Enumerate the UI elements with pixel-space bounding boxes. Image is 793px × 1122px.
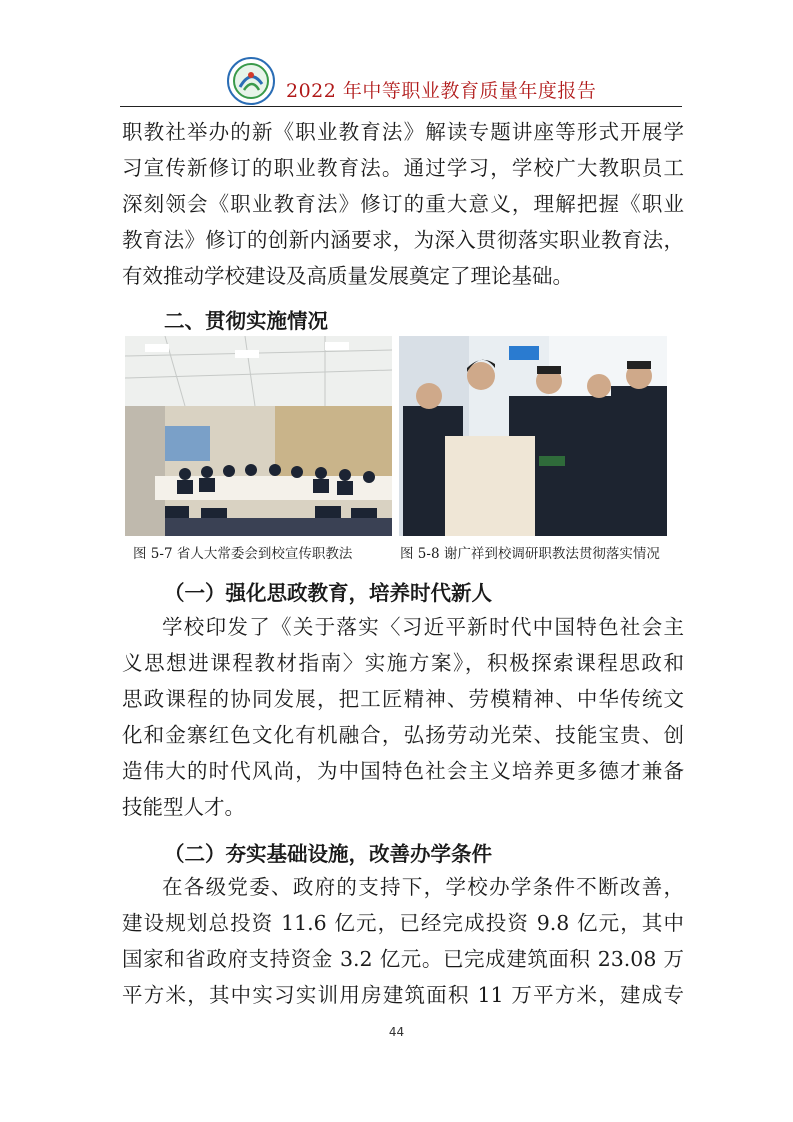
text-line: 造伟大的时代风尚，为中国特色社会主义培养更多德才兼备 — [122, 759, 684, 783]
text-line: 技能型人才。 — [122, 795, 245, 819]
text-line: 深刻领会《职业教育法》修订的重大意义，理解把握《职业 — [122, 192, 684, 216]
section-heading: 二、贯彻实施情况 — [164, 309, 328, 333]
text-line: 学校印发了《关于落实〈习近平新时代中国特色社会主 — [162, 615, 684, 639]
header-title: 2022 年中等职业教育质量年度报告 — [286, 80, 597, 102]
intro-paragraph — [122, 114, 684, 294]
text-line: 建设规划总投资 11.6 亿元，已经完成投资 9.8 亿元，其中 — [122, 911, 684, 935]
text-line: 化和金寨红色文化有机融合，弘扬劳动光荣、技能宝贵、创 — [122, 723, 684, 747]
text-line: 有效推动学校建设及高质量发展奠定了理论基础。 — [122, 264, 573, 288]
text-line: 习宣传新修订的职业教育法。通过学习，学校广大教职员工 — [122, 156, 684, 180]
text-line: 职教社举办的新《职业教育法》解读专题讲座等形式开展学 — [122, 120, 684, 144]
school-emblem-icon — [226, 56, 276, 106]
inspection-photo — [399, 336, 667, 536]
infrastructure-paragraph — [122, 869, 684, 1013]
page-number: 44 — [388, 1025, 405, 1039]
ideology-paragraph — [122, 609, 684, 825]
text-line: 国家和省政府支持资金 3.2 亿元。已完成建筑面积 23.08 万 — [122, 947, 684, 971]
text-line: 在各级党委、政府的支持下，学校办学条件不断改善， — [162, 875, 684, 899]
page-header — [120, 56, 680, 108]
text-line: 义思想进课程教材指南〉实施方案》，积极探索课程思政和 — [122, 651, 684, 675]
subsection-heading: （一）强化思政教育，培养时代新人 — [164, 581, 492, 605]
text-line: 教育法》修订的创新内涵要求，为深入贯彻落实职业教育法， — [122, 228, 684, 252]
text-line: 思政课程的协同发展，把工匠精神、劳模精神、中华传统文 — [122, 687, 684, 711]
figure-caption: 图 5-8 谢广祥到校调研职教法贯彻落实情况 — [400, 546, 660, 562]
figure-caption: 图 5-7 省人大常委会到校宣传职教法 — [133, 546, 353, 562]
meeting-photo — [125, 336, 392, 536]
header-divider — [120, 106, 682, 107]
text-line: 平方米，其中实习实训用房建筑面积 11 万平方米，建成专 — [122, 983, 684, 1007]
subsection-heading: （二）夯实基础设施，改善办学条件 — [164, 842, 492, 866]
